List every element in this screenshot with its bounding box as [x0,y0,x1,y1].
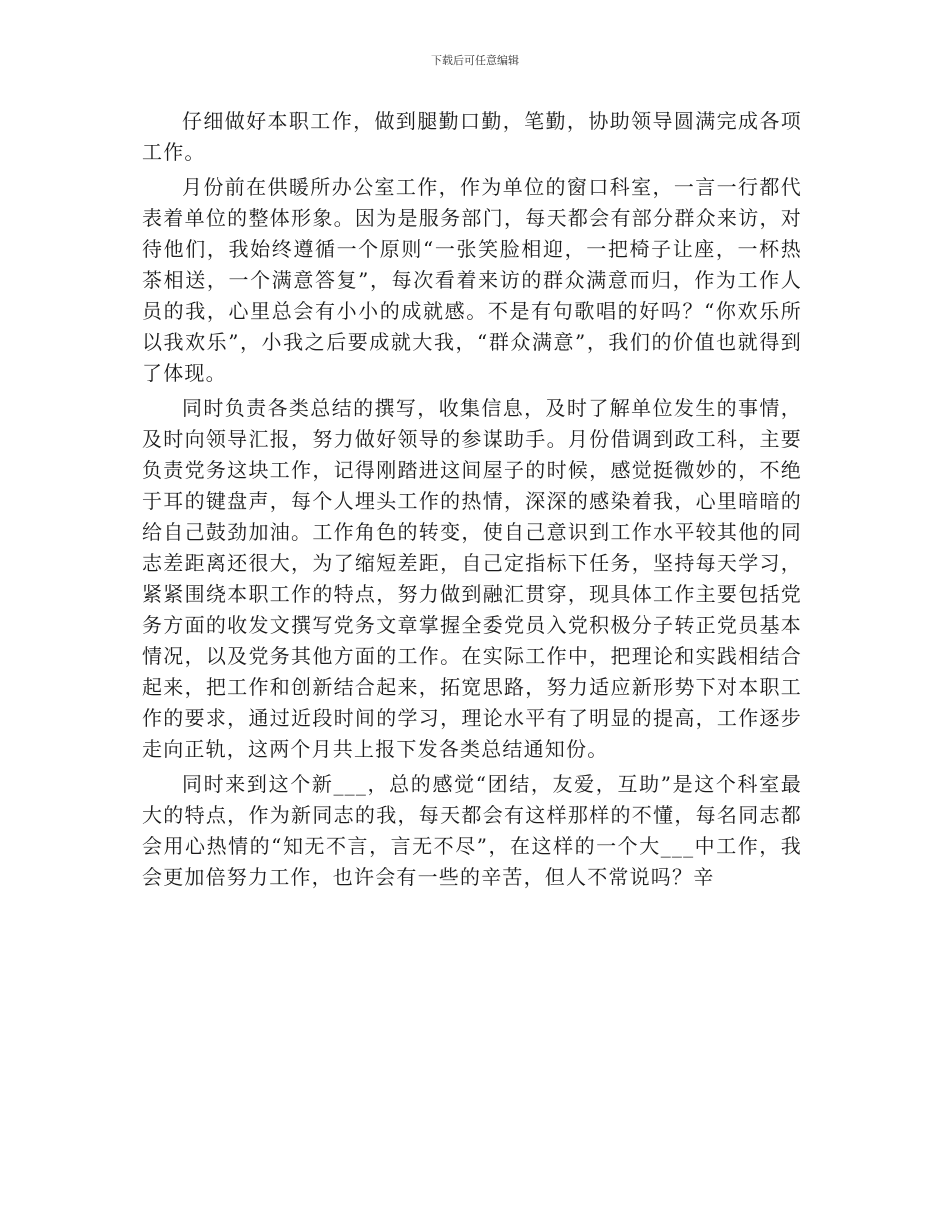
document-body [142,106,802,897]
paragraph-2: 月份前在供暖所办公室工作，作为单位的窗口科室，一言一行都代表着单位的整体形象。因为是服务部门，每天都会有部分群众来访，对待他们，我始终遵循一个原则“一张笑脸相迎，一把椅子让座，一杯热茶相送，一个满意答复”，每次看着来访的群众满意而归，作为工作人员的我，心里总会有小小的成就感。不是有句歌唱的好吗？“你欢乐所以我欢乐”，小我之后要成就大我，“群众满意”，我们的价值也就得到了体现。 [142,175,802,385]
paragraph-4: 同时来到这个新___，总的感觉“团结，友爱，互助”是这个科室最大的特点，作为新同志的我，每天都会有这样那样的不懂，每名同志都会用心热情的“知无不言，言无不尽”，在这样的一个大___中工作，我会更加倍努力工作，也许会有一些的辛苦，但人不常说吗？辛 [142,772,802,889]
page-header: 下载后可任意编辑 [431,54,519,67]
paragraph-1: 仔细做好本职工作，做到腿勤口勤，笔勤，协助领导圆满完成各项工作。 [142,109,802,164]
paragraph-3: 同时负责各类总结的撰写，收集信息，及时了解单位发生的事情，及时向领导汇报，努力做好领导的参谋助手。月份借调到政工科，主要负责党务这块工作，记得刚踏进这间屋子的时候，感觉挺微妙的，不绝于耳的键盘声，每个人埋头工作的热情，深深的感染着我，心里暗暗的给自己鼓劲加油。工作角色的转变，使自己意识到工作水平较其他的同志差距离还很大，为了缩短差距，自己定指标下任务，坚持每天学习，紧紧围绕本职工作的特点，努力做到融汇贯穿，现具体工作主要包括党务方面的收发文撰写党务文章掌握全委党员入党积极分子转正党员基本情况，以及党务其他方面的工作。在实际工作中，把理论和实践相结合起来，把工作和创新结合起来，拓宽思路，努力适应新形势下对本职工作的要求，通过近段时间的学习，理论水平有了明显的提高，工作逐步走向正轨，这两个月共上报下发各类总结通知份。 [142,396,802,761]
